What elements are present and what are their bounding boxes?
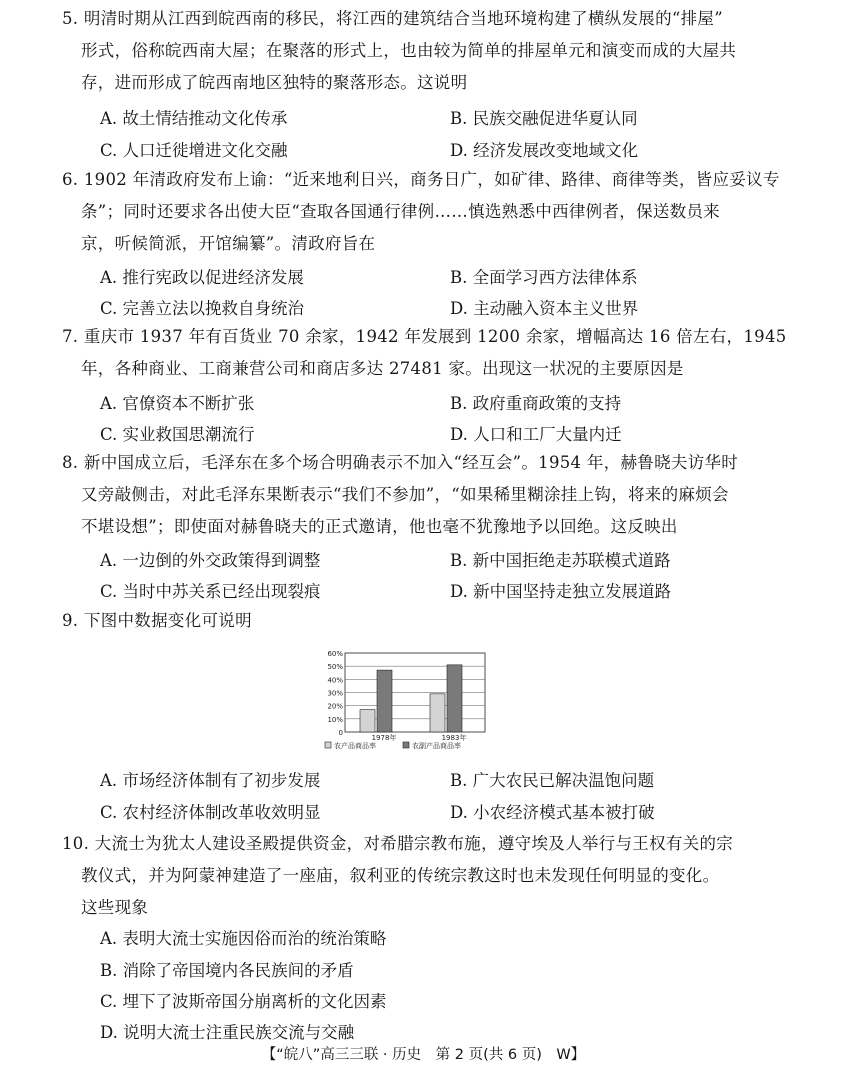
q7-option-c: C. 实业救国思潮流行	[100, 425, 255, 444]
bar-1-0	[430, 694, 445, 732]
question-10-line-2: 教仪式，并为阿蒙神建造了一座庙，叙利亚的传统宗教这时也未发现任何明显的变化。	[81, 866, 720, 886]
question-5-line-1: 5. 明清时期从江西到皖西南的移民，将江西的建筑结合当地环境构建了横纵发展的“排屋”	[62, 9, 723, 28]
q10-option-d: D. 说明大流士注重民族交流与交融	[100, 1023, 355, 1042]
question-7-line-1: 7. 重庆市 1937 年有百货业 70 余家，1942 年发展到 1200 余家，增幅高达 16 倍左右，1945	[62, 327, 787, 346]
question-7-line-2: 年，各种商业、工商兼营公司和商店多达 27481 家。出现这一状况的主要原因是	[81, 359, 684, 379]
question-8-line-2: 又旁敲侧击，对此毛泽东果断表示“我们不参加”，“如果稀里糊涂挂上钩，将来的麻烦会	[81, 485, 729, 505]
question-6-line-1: 6. 1902 年清政府发布上谕：“近来地利日兴，商务日广，如矿律、路律、商律等类，皆应妥议专	[62, 170, 780, 189]
page-footer: 【“皖八”高三三联 · 历史 第 2 页(共 6 页) W】	[261, 1047, 586, 1063]
q5-option-a: A. 故土情结推动文化传承	[100, 109, 288, 128]
question-6-line-2: 条”；同时还要求各出使大臣“查取各国通行律例……慎选熟悉中西律例者，保送数员来	[81, 202, 721, 222]
question-10	[62, 828, 784, 925]
q9-option-c: C. 农村经济体制改革收效明显	[100, 803, 321, 822]
q5-option-c: C. 人口迁徙增进文化交融	[100, 141, 288, 160]
q10-option-c: C. 埋下了波斯帝国分崩离析的文化因素	[100, 992, 387, 1011]
q9-option-b: B. 广大农民已解决温饱问题	[450, 771, 655, 790]
y-tick-label: 0	[338, 729, 343, 737]
x-tick-label: 1983年	[441, 734, 467, 742]
x-tick-label: 1978年	[371, 734, 397, 742]
bar-1-1	[447, 665, 462, 732]
q7-option-a: A. 官僚资本不断扩张	[100, 394, 255, 413]
q9-option-a: A. 市场经济体制有了初步发展	[100, 771, 321, 790]
q10-option-b: B. 消除了帝国境内各民族间的矛盾	[100, 961, 354, 980]
question-6	[62, 164, 784, 261]
y-tick-label: 40%	[327, 676, 343, 685]
legend-label: 农副产品商品率	[412, 742, 461, 750]
bar-0-1	[377, 670, 392, 732]
legend-label: 农产品商品率	[334, 742, 376, 750]
q8-option-b: B. 新中国拒绝走苏联模式道路	[450, 551, 671, 570]
q6-option-c: C. 完善立法以挽救自身统治	[100, 299, 305, 318]
q10-option-a: A. 表明大流士实施因俗而治的统治策略	[100, 929, 387, 948]
question-5-line-2: 形式，俗称皖西南大屋；在聚落的形式上，也由较为简单的排屋单元和演变而成的大屋共	[81, 41, 737, 61]
legend-swatch	[403, 742, 409, 748]
y-tick-label: 60%	[327, 650, 343, 658]
question-7	[62, 321, 787, 385]
question-6-line-3: 京，听候简派，开馆编纂”。清政府旨在	[81, 234, 376, 254]
y-tick-label: 30%	[327, 689, 343, 698]
q6-option-b: B. 全面学习西方法律体系	[450, 268, 638, 287]
question-5-line-3: 存，进而形成了皖西南地区独特的聚落形态。这说明	[81, 73, 468, 93]
question-8	[62, 447, 784, 544]
q8-option-c: C. 当时中苏关系已经出现裂痕	[100, 582, 321, 601]
q6-option-a: A. 推行宪政以促进经济发展	[100, 268, 304, 287]
question-8-line-1: 8. 新中国成立后，毛泽东在多个场合明确表示不加入“经互会”。1954 年，赫鲁晓夫访华时	[62, 453, 739, 472]
question-10-line-3: 这些现象	[81, 898, 149, 918]
question-8-line-3: 不堪设想”；即使面对赫鲁晓夫的正式邀请，他也毫不犹豫地予以回绝。这反映出	[81, 517, 678, 537]
q8-option-a: A. 一边倒的外交政策得到调整	[100, 551, 321, 570]
q5-option-d: D. 经济发展改变地域文化	[450, 141, 639, 160]
q8-option-d: D. 新中国坚持走独立发展道路	[450, 582, 672, 601]
question-10-line-1: 10. 大流士为犹太人建设圣殿提供资金，对希腊宗教布施，遵守埃及人举行与王权有关的宗	[62, 834, 734, 853]
question-5	[62, 3, 784, 100]
q7-option-d: D. 人口和工厂大量内迁	[450, 425, 622, 444]
question-9	[62, 605, 784, 637]
y-tick-label: 10%	[327, 715, 343, 724]
question-9-line-1: 9. 下图中数据变化可说明	[62, 611, 252, 630]
bar-chart	[315, 643, 495, 758]
y-tick-label: 50%	[327, 663, 343, 672]
bar-0-0	[360, 710, 375, 732]
y-tick-label: 20%	[327, 702, 343, 711]
legend-swatch	[325, 742, 331, 748]
q9-option-d: D. 小农经济模式基本被打破	[450, 803, 655, 822]
q5-option-b: B. 民族交融促进华夏认同	[450, 109, 638, 128]
q6-option-d: D. 主动融入资本主义世界	[450, 299, 639, 318]
q7-option-b: B. 政府重商政策的支持	[450, 394, 622, 413]
